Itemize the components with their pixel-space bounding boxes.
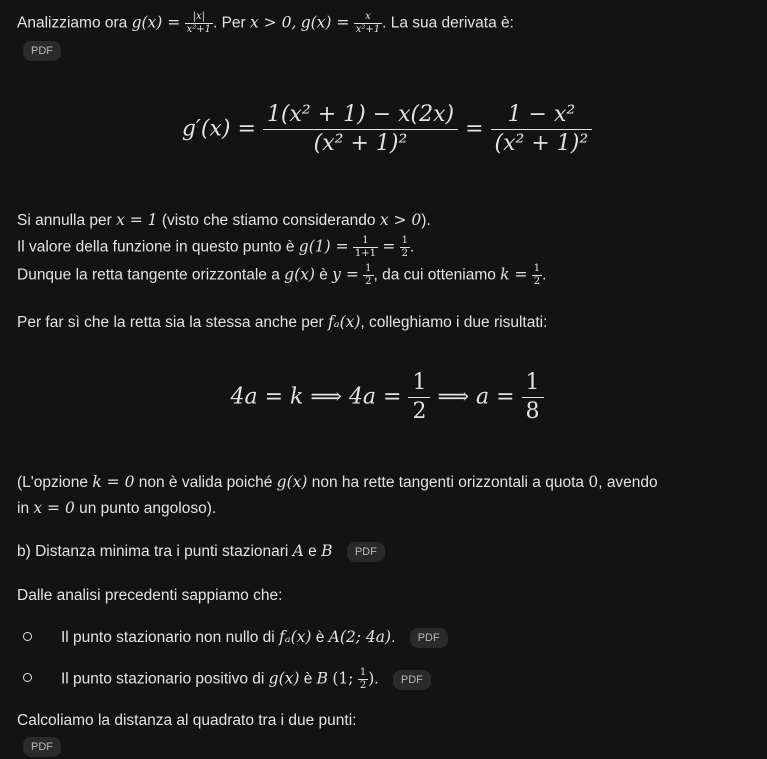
list-item: Il punto stazionario positivo di g(x) è B (1; $\frac{1}{2}$ ). PDF — [61, 668, 431, 691]
value-line: Il valore della funzione in questo punto è g(1) = $\frac{1}{1+1}$ = $\frac{1}{2}$ . — [17, 235, 415, 259]
fraction: $\frac{1}{8}$ — [522, 372, 544, 423]
fraction: $\frac{\text{1 − x²}}{\text{(x² + 1)²}}$ — [491, 104, 593, 155]
fraction: $\frac{1}{1+1}$ — [354, 235, 376, 259]
bullet-icon — [23, 673, 32, 682]
solve-a-equation: 4a = k ⟹ 4a = $\frac{1}{2}$ ⟹ a = $\frac{1}{8}$ — [17, 372, 757, 423]
derivative-equation: g′(x) = $\frac{\text{1(x² + 1) − x(2x)}}{\text{(x² + 1)²}}$ = $\frac{\text{1 − x²}}{\text{(x² + 1)²}}$ — [17, 104, 757, 155]
bullet-icon — [23, 632, 32, 641]
fraction: $\frac{|x|}{\text{x²+1}}$ — [186, 11, 211, 35]
fraction: $\frac{x}{\text{x²+1}}$ — [355, 11, 381, 35]
fraction: $\frac{1}{2}$ — [401, 235, 408, 259]
tangent-line: Dunque la retta tangente orizzontale a g(x) è y = $\frac{1}{2}$ , da cui otteniamo k = $\frac{1}{2}$ . — [17, 263, 547, 287]
fraction: $\frac{1}{2}$ — [365, 263, 372, 287]
fraction: $\frac{1}{2}$ — [533, 263, 541, 287]
note-line-1: (L'opzione k = 0 non è valida poiché g(x) non ha rette tangenti orizzontali a quota 0, avendo — [17, 473, 658, 491]
link-results-line: Per far sì che la retta sia la stessa anche per fₐ(x), colleghiamo i due risultati: — [17, 313, 548, 331]
pdf-source-chip[interactable]: PDF — [347, 542, 385, 562]
fraction: $\frac{\text{1(x² + 1) − x(2x)}}{\text{(x² + 1)²}}$ — [263, 104, 458, 155]
note-line-2: in x = 0 un punto angoloso). — [17, 499, 217, 517]
zero-line: Si annulla per x = 1 (visto che stiamo considerando x > 0). — [17, 211, 431, 229]
fraction: $\frac{1}{2}$ — [408, 372, 430, 423]
pdf-source-chip[interactable]: PDF — [23, 737, 61, 757]
distance-intro: Calcoliamo la distanza al quadrato tra i due punti: — [17, 712, 357, 729]
pdf-source-chip[interactable]: PDF — [410, 628, 448, 648]
list-item: Il punto stazionario non nullo di fₐ(x) è A(2; 4a). PDF — [61, 627, 448, 648]
fraction: $\frac{1}{2}$ — [359, 667, 367, 691]
analysis-intro: Dalle analisi precedenti sappiamo che: — [17, 587, 283, 604]
pdf-source-chip[interactable]: PDF — [23, 41, 61, 61]
section-b-heading: b) Distanza minima tra i punti stazionari A e B PDF — [17, 541, 385, 562]
intro-line: Analizziamo ora g(x) = $\frac{|x|}{\text{x²+1}}$ . Per x > 0, g(x) = $\frac{x}{\text{x²+1}}$ . La sua derivata è: — [17, 11, 514, 35]
pdf-source-chip[interactable]: PDF — [393, 670, 431, 690]
